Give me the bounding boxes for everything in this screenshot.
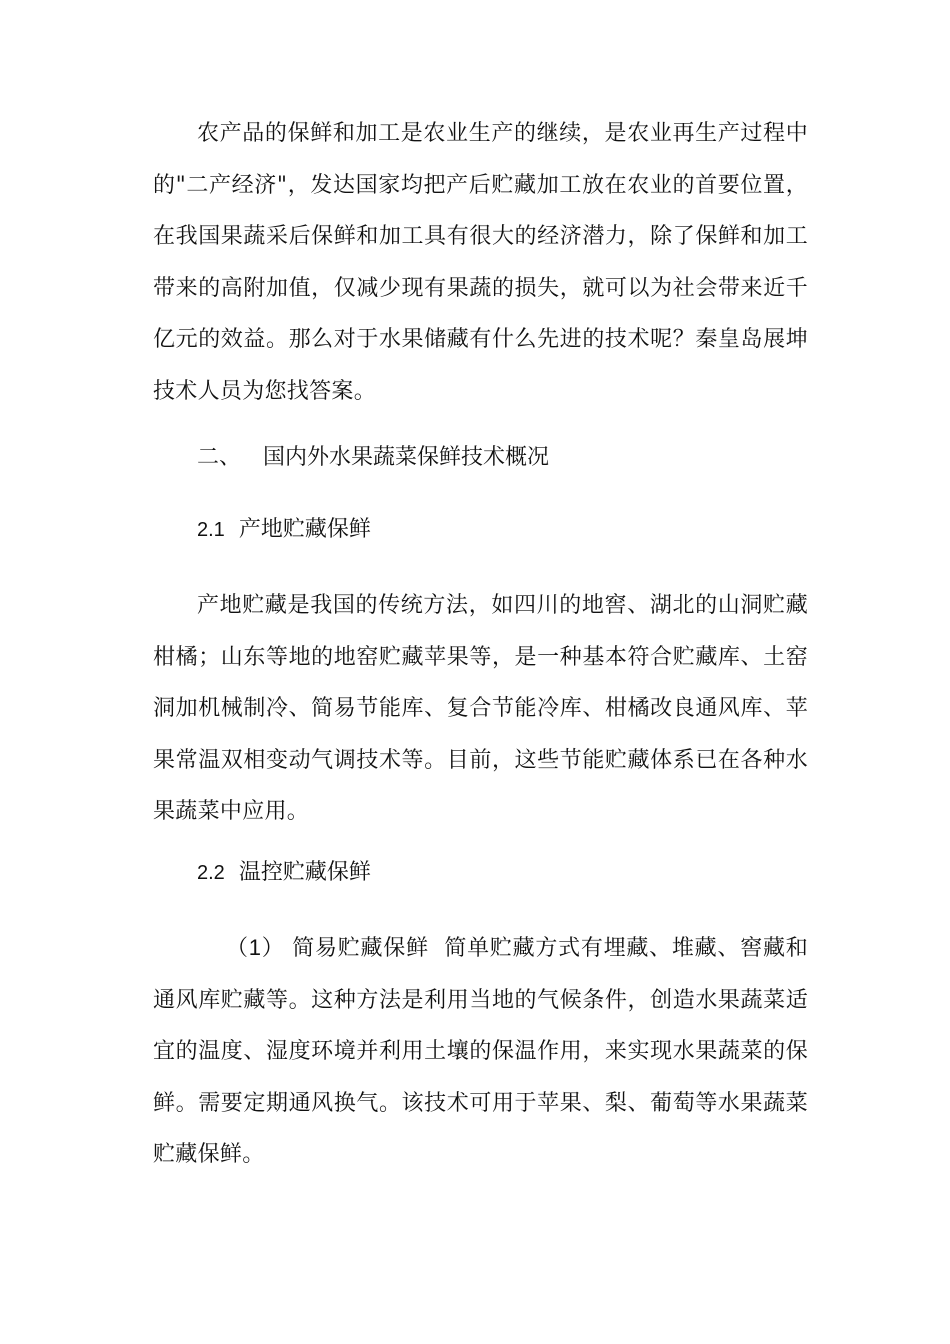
section-2-1-paragraph: [153, 580, 808, 838]
item-1-label: （1）: [226, 935, 285, 960]
section-2-1-number: 2.1: [197, 519, 225, 541]
section-2-title: 国内外水果蔬菜保鲜技术概况: [263, 445, 550, 470]
item-1-text: 简单贮藏方式有埋藏、堆藏、窖藏和通风库贮藏等。这种方法是利用当地的气候条件，创造水果蔬菜适宜的温度、湿度环境并利用土壤的保温作用，来实现水果蔬菜的保鲜。需要定期通风换气。该技术可用于苹果、梨、葡萄等水果蔬菜贮藏保鲜。: [153, 936, 809, 1167]
section-2-1-title: 产地贮藏保鲜: [238, 517, 371, 542]
section-2-1-heading: [197, 515, 371, 545]
section-2-2-item-1-paragraph: [153, 922, 808, 1181]
intro-paragraph: [153, 108, 808, 417]
intro-text: 农产品的保鲜和加工是农业生产的继续，是农业再生产过程中的"二产经济"，发达国家均把产后贮藏加工放在农业的首要位置，在我国果蔬采后保鲜和加工具有很大的经济潜力，除了保鲜和加工带来的高附加值，仅减少现有果蔬的损失，就可以为社会带来近千亿元的效益。那么对于水果储藏有什么先进的技术呢？秦皇岛展坤技术人员为您找答案。: [153, 121, 808, 404]
section-2-number: 二、: [197, 445, 242, 470]
section-2-2-number: 2.2: [197, 862, 225, 884]
section-2-2-title: 温控贮藏保鲜: [238, 860, 371, 885]
section-2-heading: [197, 443, 549, 473]
item-1-title: 简易贮藏保鲜: [292, 936, 429, 961]
section-2-1-text: 产地贮藏是我国的传统方法，如四川的地窖、湖北的山洞贮藏柑橘；山东等地的地窑贮藏苹果等，是一种基本符合贮藏库、土窑洞加机械制冷、简易节能库、复合节能冷库、柑橘改良通风库、苹果常温双相变动气调技术等。目前，这些节能贮藏体系已在各种水果蔬菜中应用。: [153, 593, 808, 824]
section-2-2-heading: [197, 858, 371, 888]
